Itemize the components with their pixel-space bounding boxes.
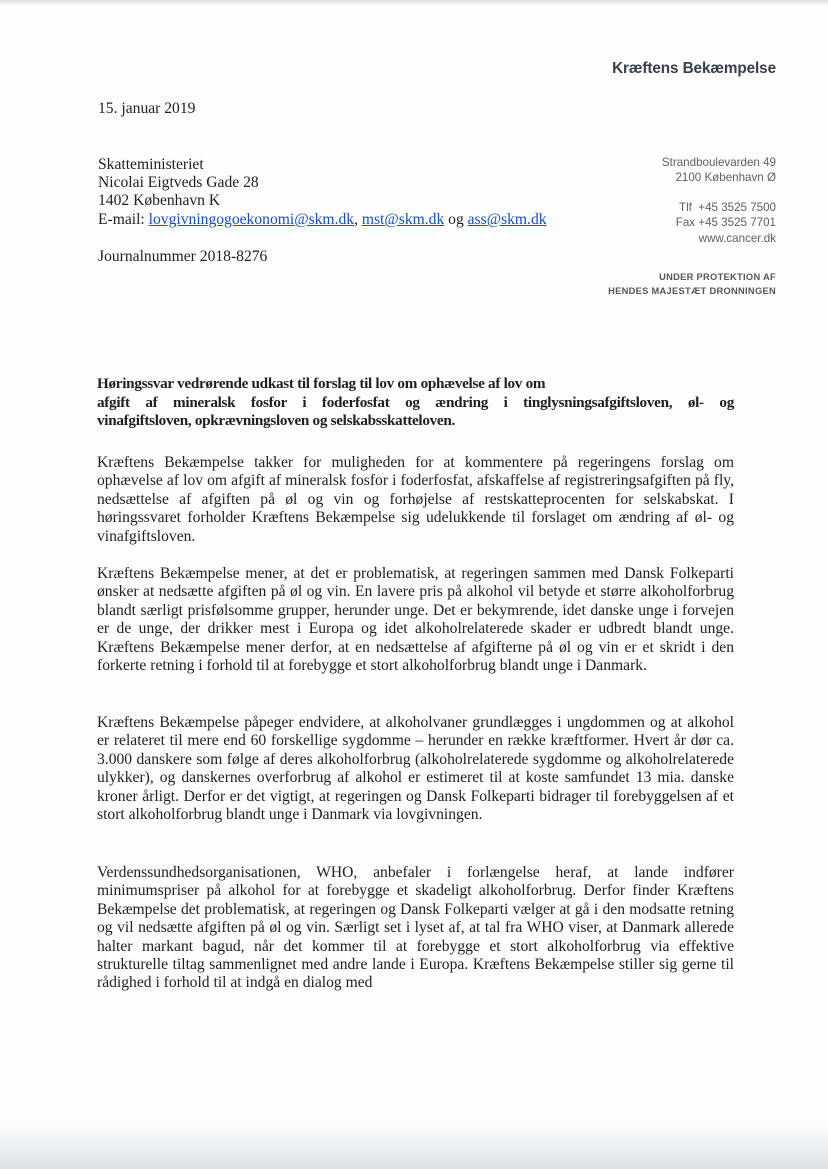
recipient-street: Nicolai Eigtveds Gade 28 (98, 174, 259, 192)
subject-line-3: vinafgiftsloven, opkrævningsloven og selskabsskatteloven. (97, 412, 455, 430)
protection-line-2: HENDES MAJESTÆT DRONNINGEN (608, 285, 776, 296)
sender-address-block (662, 155, 776, 186)
body-paragraph-3: Kræftens Bekæmpelse påpeger endvidere, at alkoholvaner grundlægges i ungdommen og at alkohol er relateret til mere end 60 forskellige sygdomme – herunder en række kræftformer. Hvert år dør ca. 3.000 danskere som følge af deres alkoholforbrug (alkoholrelaterede sygdomme og alkoholrelaterede ulykker), og danskernes overforbrug af alkohol er estimeret til at koste samfundet 13 mia. danske kroner årligt. Derfor er det vigtigt, at regeringen og Dansk Folkeparti bidrager til forebyggelsen af et stort alkoholforbrug blandt unge i Danmark via lovgivningen. (97, 714, 734, 824)
recipient-name: Skatteministeriet (98, 156, 204, 173)
recipient-email-line (98, 211, 547, 229)
email-separator: og (444, 210, 468, 228)
sender-city: 2100 København Ø (675, 171, 776, 185)
subject-heading (97, 375, 734, 431)
subject-line-2: afgift af mineralsk fosfor i foderfosfat og ændring i tinglysningsafgiftsloven, øl- og (97, 393, 734, 411)
body-paragraph-2: Kræftens Bekæmpelse mener, at det er problematisk, at regeringen sammen med Dansk Folkeparti ønsker at nedsætte afgiften på øl og vin. En lavere pris på alkohol vil betyde et større alkoholforbrug blandt særligt prisfølsomme grupper, herunder unge. Det er bekymrende, idet danske unge i forvejen er de unge, der drikker mest i Europa og idet alkoholrelaterede skader er udbredt blandt unge. Kræftens Bekæmpelse mener derfor, at en nedsættelse af afgifterne på øl og vin er et skridt i den forkerte retning i forhold til at forebygge et stort alkoholforbrug blandt unge i Danmark. (97, 565, 734, 675)
journal-number: Journalnummer 2018-8276 (98, 248, 268, 265)
email-label: E-mail: (98, 210, 149, 228)
body-paragraph-1: Kræftens Bekæmpelse takker for muligheden for at kommentere på regeringens forslag om ophævelse af lov om afgift af mineralsk fosfor i foderfosfat, afskaffelse af registreringsafgiften på fly, nedsættelse af afgiften på øl og vin og forhøjelse af restskatteprocenten for selskabskat. I høringssvaret forholder Kræftens Bekæmpelse sig udelukkende til forslaget om ændring af øl- og vinafgiftsloven. (97, 454, 734, 545)
email-link-lovgivningogoekonomi[interactable]: lovgivningogoekonomi@skm.dk (148, 210, 355, 228)
sender-street: Strandboulevarden 49 (661, 156, 776, 169)
recipient-block (98, 156, 547, 229)
email-link-ass[interactable]: ass@skm.dk (467, 210, 547, 228)
protection-statement (608, 271, 776, 299)
sender-website: www.cancer.dk (698, 231, 776, 245)
organization-logo: Kræftens Bekæmpelse (612, 60, 776, 77)
letter-date: 15. januar 2019 (98, 100, 196, 117)
scan-artifact-bottom (0, 1123, 828, 1169)
subject-line-1: Høringssvar vedrørende udkast til forslag til lov om ophævelse af lov om (97, 375, 546, 392)
scan-artifact-top (0, 0, 828, 6)
sender-fax: Fax +45 3525 7701 (675, 216, 776, 230)
email-separator: , (354, 210, 362, 228)
email-link-mst[interactable]: mst@skm.dk (361, 210, 445, 228)
protection-line-1: UNDER PROTEKTION AF (659, 272, 776, 282)
sender-phone: Tlf +45 3525 7500 (678, 201, 776, 214)
sender-contact-block (676, 200, 776, 246)
body-paragraph-4: Verdenssundhedsorganisationen, WHO, anbefaler i forlængelse heraf, at lande indfører minimumspriser på alkohol for at forebygge et skadeligt alkoholforbrug. Derfor finder Kræftens Bekæmpelse det problematisk, at regeringen og Dansk Folkeparti vælger at gå i den modsatte retning og vil nedsætte afgiften på øl og vin. Særligt set i lyset af, at tal fra WHO viser, at Danmark allerede halter markant bagud, når det kommer til at forebygge et stort alkoholforbrug via effektive strukturelle tiltag sammenlignet med andre lande i Europa. Kræftens Bekæmpelse stiller sig gerne til rådighed i forhold til at indgå en dialog med (97, 864, 734, 992)
recipient-city: 1402 København K (98, 192, 221, 210)
